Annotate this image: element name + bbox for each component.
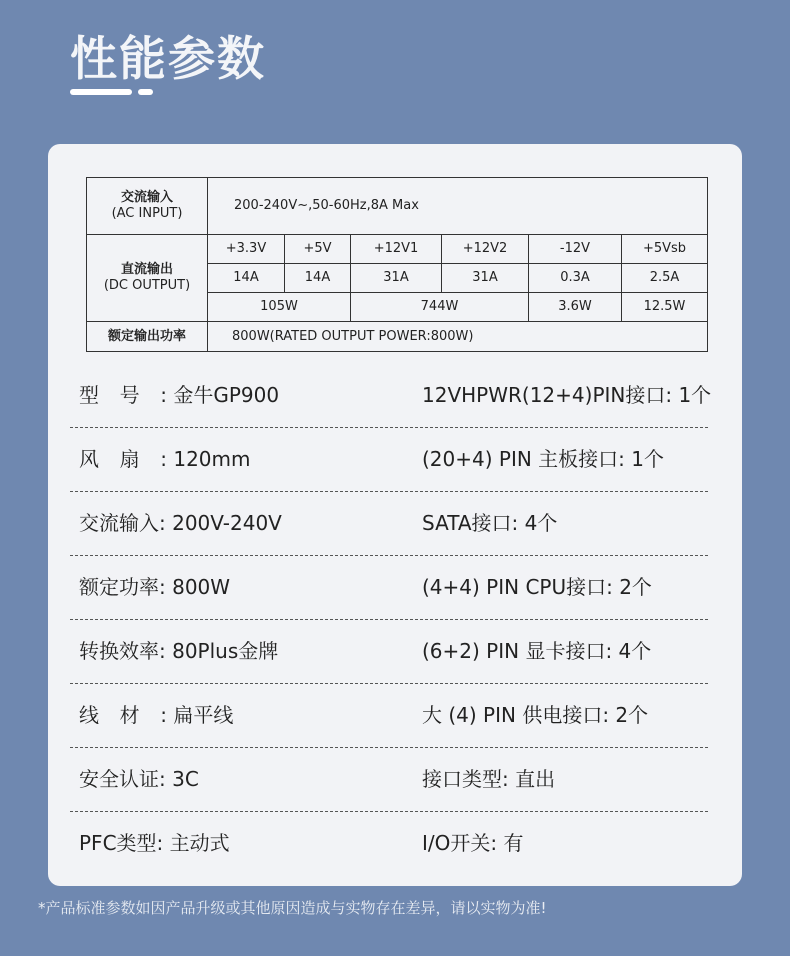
ac-input-label: 交流输入 xyxy=(120,190,173,205)
spec-row xyxy=(70,492,708,556)
page-title: 性能参数 xyxy=(70,32,266,87)
rated-power-label: 额定输出功率 xyxy=(87,322,208,352)
ac-input-label-en: (AC INPUT) xyxy=(111,206,183,221)
spec-right: 大 (4) PIN 供电接口: 2个 xyxy=(422,703,649,727)
ac-input-value: 200-240V~,50-60Hz,8A Max xyxy=(208,178,708,235)
rated-power-value: 800W(RATED OUTPUT POWER:800W) xyxy=(208,322,708,352)
spec-value: 80Plus金牌 xyxy=(165,639,279,663)
spec-value: 120mm xyxy=(167,447,251,471)
rail-cell: +12V2 xyxy=(442,235,529,264)
spec-key: 额定功率: xyxy=(79,575,166,599)
spec-key: PFC类型: xyxy=(79,831,164,855)
spec-value: 金牛GP900 xyxy=(167,383,280,407)
spec-key: 型号: xyxy=(79,383,167,407)
spec-value: 扁平线 xyxy=(167,703,234,727)
spec-row xyxy=(70,812,708,875)
rail-cell: +3.3V xyxy=(208,235,285,264)
current-cell: 31A xyxy=(351,264,442,293)
power-cell: 12.5W xyxy=(622,293,708,322)
title-underline-long xyxy=(70,89,132,95)
dc-rail-row xyxy=(87,235,708,264)
spec-left xyxy=(79,812,230,875)
spec-right: (20+4) PIN 主板接口: 1个 xyxy=(422,447,664,471)
dc-output-label: 直流输出 xyxy=(120,262,173,277)
spec-right: (4+4) PIN CPU接口: 2个 xyxy=(422,575,652,599)
spec-left xyxy=(79,748,199,811)
current-cell: 14A xyxy=(285,264,351,293)
spec-key: 安全认证: xyxy=(79,767,166,791)
spec-card xyxy=(48,144,742,886)
power-cell: 744W xyxy=(351,293,529,322)
spec-right: I/O开关: 有 xyxy=(422,831,524,855)
spec-row xyxy=(70,620,708,684)
power-cell: 3.6W xyxy=(529,293,622,322)
current-cell: 0.3A xyxy=(529,264,622,293)
dc-output-label-en: (DC OUTPUT) xyxy=(103,278,191,293)
spec-right: (6+2) PIN 显卡接口: 4个 xyxy=(422,639,652,663)
current-cell: 2.5A xyxy=(622,264,708,293)
spec-row xyxy=(70,556,708,620)
spec-value: 主动式 xyxy=(163,831,230,855)
spec-left xyxy=(79,684,233,747)
rail-cell: +12V1 xyxy=(351,235,442,264)
spec-key: 风扇: xyxy=(79,447,167,471)
spec-key: 线材: xyxy=(79,703,167,727)
spec-key: 交流输入: xyxy=(79,511,166,535)
spec-key: 转换效率: xyxy=(79,639,166,663)
dc-output-label-cell xyxy=(87,235,208,322)
power-cell: 105W xyxy=(208,293,351,322)
power-spec-table xyxy=(86,177,708,352)
spec-row xyxy=(70,748,708,812)
spec-list xyxy=(70,364,712,875)
current-cell: 31A xyxy=(442,264,529,293)
spec-row xyxy=(70,364,712,428)
spec-left xyxy=(79,364,279,427)
rated-power-row xyxy=(87,322,708,352)
spec-right: SATA接口: 4个 xyxy=(422,511,558,535)
title-underline-short xyxy=(138,89,153,95)
spec-left xyxy=(79,428,251,491)
rail-cell: -12V xyxy=(529,235,622,264)
spec-value: 200V-240V xyxy=(165,511,282,535)
spec-value: 3C xyxy=(165,767,199,791)
spec-row xyxy=(70,684,708,748)
rail-cell: +5V xyxy=(285,235,351,264)
disclaimer-note: *产品标准参数如因产品升级或其他原因造成与实物存在差异，请以实物为准! xyxy=(38,899,547,917)
spec-right: 12VHPWR(12+4)PIN接口: 1个 xyxy=(422,383,712,407)
spec-left xyxy=(79,556,230,619)
spec-value: 800W xyxy=(165,575,231,599)
ac-input-row xyxy=(87,178,708,235)
spec-right: 接口类型: 直出 xyxy=(422,767,556,791)
current-cell: 14A xyxy=(208,264,285,293)
rail-cell: +5Vsb xyxy=(622,235,708,264)
ac-input-label-cell xyxy=(87,178,208,235)
spec-left xyxy=(79,492,282,555)
spec-row xyxy=(70,428,708,492)
spec-left xyxy=(79,620,278,683)
